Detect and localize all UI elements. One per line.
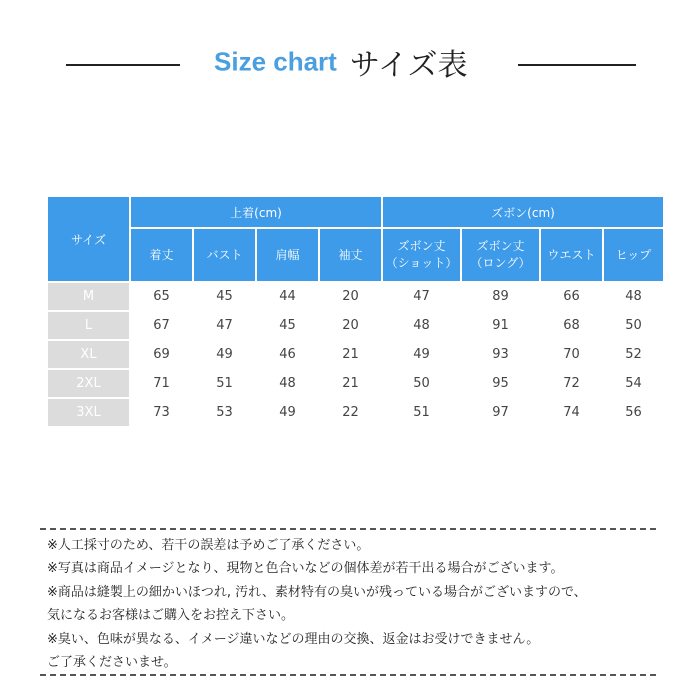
measurement-cell: 71 bbox=[130, 369, 193, 398]
note-line: ※商品は縫製上の細かいほつれ, 汚れ、素材特有の臭いが残っている場合がございますので、 bbox=[47, 584, 587, 600]
column-header bbox=[319, 228, 382, 282]
measurement-cell: 21 bbox=[319, 340, 382, 369]
measurement-cell: 73 bbox=[130, 398, 193, 427]
measurement-cell: 47 bbox=[382, 282, 461, 311]
group-header-top: 上着(cm) bbox=[130, 196, 382, 228]
table-row bbox=[47, 369, 664, 398]
measurement-cell: 74 bbox=[540, 398, 603, 427]
measurement-cell: 45 bbox=[256, 311, 319, 340]
measurement-cell: 91 bbox=[461, 311, 540, 340]
column-header-label: ズボン丈 bbox=[476, 239, 525, 253]
column-header-label: ウエスト bbox=[547, 247, 596, 262]
measurement-cell: 93 bbox=[461, 340, 540, 369]
measurement-cell: 21 bbox=[319, 369, 382, 398]
chart-title bbox=[0, 38, 700, 88]
table-row bbox=[47, 398, 664, 427]
column-header bbox=[193, 228, 256, 282]
measurement-cell: 97 bbox=[461, 398, 540, 427]
measurement-cell: 48 bbox=[382, 311, 461, 340]
measurement-cell: 68 bbox=[540, 311, 603, 340]
measurement-cell: 20 bbox=[319, 311, 382, 340]
size-cell: L bbox=[47, 311, 130, 340]
size-table bbox=[46, 195, 665, 428]
measurement-cell: 54 bbox=[603, 369, 664, 398]
measurement-cell: 22 bbox=[319, 398, 382, 427]
note-line: ※臭い、色味が異なる、イメージ違いなどの理由の交換、返金はお受けできません。 bbox=[47, 631, 540, 647]
column-header-label: 袖丈 bbox=[338, 247, 363, 262]
column-header-label: 着丈 bbox=[149, 247, 174, 262]
measurement-cell: 49 bbox=[382, 340, 461, 369]
column-header-label: ヒップ bbox=[615, 247, 652, 262]
measurement-cell: 53 bbox=[193, 398, 256, 427]
size-column-header: サイズ bbox=[47, 196, 130, 282]
column-header bbox=[256, 228, 319, 282]
measurement-cell: 50 bbox=[382, 369, 461, 398]
column-header bbox=[382, 228, 461, 282]
title-english: Size chart bbox=[214, 46, 337, 77]
measurement-cell: 20 bbox=[319, 282, 382, 311]
note-line: 気になるお客様はご購入をお控え下さい。 bbox=[47, 608, 295, 624]
measurement-cell: 49 bbox=[193, 340, 256, 369]
measurement-cell: 66 bbox=[540, 282, 603, 311]
measurement-cell: 70 bbox=[540, 340, 603, 369]
measurement-cell: 65 bbox=[130, 282, 193, 311]
note-line: ※写真は商品イメージとなり、現物と色合いなどの個体差が若干出る場合がございます。 bbox=[47, 561, 564, 577]
column-header bbox=[540, 228, 603, 282]
measurement-cell: 45 bbox=[193, 282, 256, 311]
measurement-cell: 51 bbox=[193, 369, 256, 398]
measurement-cell: 48 bbox=[603, 282, 664, 311]
column-header-label: バスト bbox=[206, 247, 243, 262]
measurement-cell: 52 bbox=[603, 340, 664, 369]
column-header bbox=[130, 228, 193, 282]
title-text bbox=[214, 40, 468, 84]
size-cell: 2XL bbox=[47, 369, 130, 398]
measurement-cell: 44 bbox=[256, 282, 319, 311]
measurement-cell: 49 bbox=[256, 398, 319, 427]
table-row bbox=[47, 340, 664, 369]
note-line: ご了承くださいませ。 bbox=[47, 654, 177, 670]
measurement-cell: 95 bbox=[461, 369, 540, 398]
notes-section bbox=[47, 534, 667, 674]
size-cell: 3XL bbox=[47, 398, 130, 427]
column-header bbox=[461, 228, 540, 282]
column-header-label: 肩幅 bbox=[275, 247, 300, 262]
measurement-cell: 67 bbox=[130, 311, 193, 340]
table-row bbox=[47, 282, 664, 311]
measurement-cell: 47 bbox=[193, 311, 256, 340]
title-japanese: サイズ表 bbox=[349, 48, 468, 83]
size-cell: XL bbox=[47, 340, 130, 369]
group-header-bottom: ズボン(cm) bbox=[382, 196, 664, 228]
measurement-cell: 50 bbox=[603, 311, 664, 340]
column-header-sublabel: （ショット） bbox=[385, 256, 458, 270]
title-divider-right bbox=[518, 64, 636, 66]
column-header-label: ズボン丈 bbox=[397, 239, 446, 253]
note-line: ※人工採寸のため、若干の誤差は予めご了承ください。 bbox=[47, 538, 370, 553]
measurement-cell: 89 bbox=[461, 282, 540, 311]
measurement-cell: 56 bbox=[603, 398, 664, 427]
column-header bbox=[603, 228, 664, 282]
measurement-cell: 72 bbox=[540, 369, 603, 398]
column-header-sublabel: （ロング） bbox=[470, 256, 531, 270]
title-divider-left bbox=[66, 64, 180, 66]
measurement-cell: 48 bbox=[256, 369, 319, 398]
size-cell: M bbox=[47, 282, 130, 311]
table-row bbox=[47, 311, 664, 340]
measurement-cell: 51 bbox=[382, 398, 461, 427]
measurement-cell: 46 bbox=[256, 340, 319, 369]
measurement-cell: 69 bbox=[130, 340, 193, 369]
